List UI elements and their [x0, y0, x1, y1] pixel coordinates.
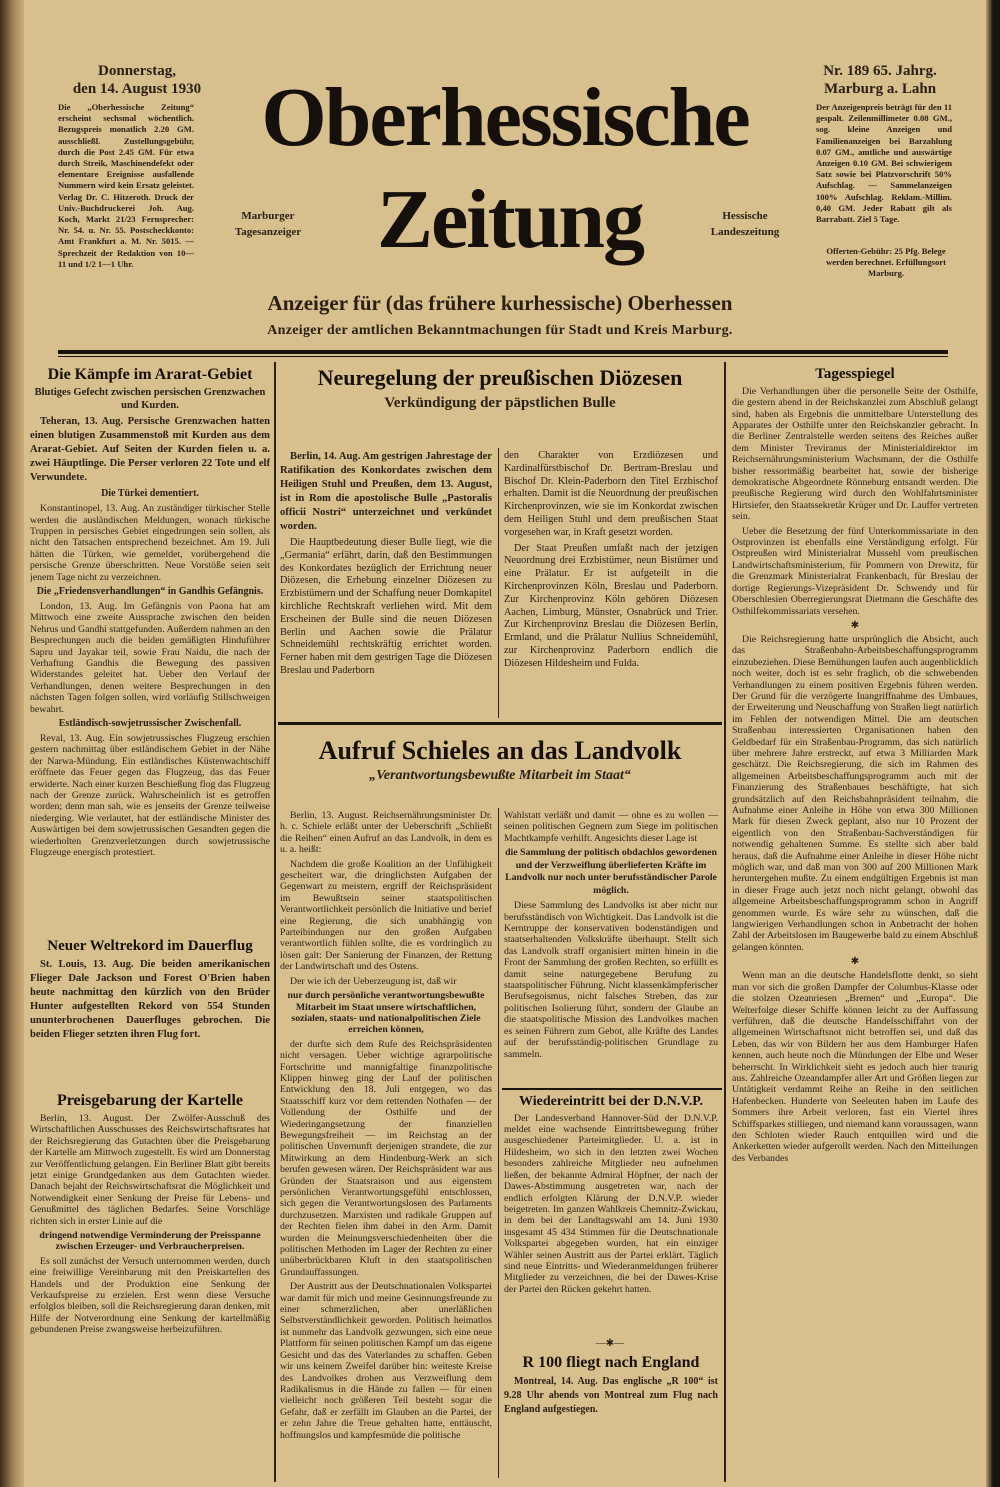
- article-dnvp: [504, 1094, 718, 1298]
- advertising-fees: Offerten-Gebühr: 25 Pfg. Belege werden berechnet. Erfüllungsort Marburg.: [826, 246, 946, 279]
- article-tagesspiegel: [732, 366, 978, 1167]
- headline: Tagesspiegel: [815, 366, 895, 382]
- headline: Aufruf Schieles an das Landvolk: [318, 736, 682, 765]
- paragraph: Teheran, 13. Aug. Persische Grenzwachen hatten einen blutigen Zusammenstoß mit Kurden aus dem Ararat-Gebiet. Auf Seiten der Kurden fielen u. a. zwei Häuptlinge. Die Perser verloren 22 Tote und elf Verwundete.: [30, 416, 270, 484]
- subhead: Die Türkei dementiert.: [101, 488, 199, 500]
- subhead: Blutiges Gefecht zwischen persischen Grenzwachen und Kurden.: [34, 386, 266, 411]
- column-rule: [498, 448, 499, 718]
- article-aufruf-col2: [504, 810, 718, 1063]
- newspaper-title-2: Zeitung: [376, 173, 644, 266]
- column-rule: [498, 808, 499, 1478]
- article-dioezesen-header: [280, 366, 720, 415]
- subhead: Verkündigung der päpstlichen Bulle: [384, 394, 616, 411]
- article-rule: [278, 722, 722, 725]
- previous-page-edge: [0, 0, 24, 1487]
- advertising-rates: Der Anzeigenpreis beträgt für den 11 gespalt. Zeilenmillimeter 0.08 GM., sog. kleine Anzeigen und Familienanzeigen bei Barzahlung 0.07 GM., amtliche und auswärtige Anzeigen 0.10 GM. Bei schwierigem Satz sowie bei Platzvorschrift 50% Aufschlag. — Sammelanzeigen 100% Aufschlag. Reklam.-Millim. 0,40 GM. Jeder Rabatt gilt als Barrabatt. Ziel 5 Tage.: [816, 102, 952, 225]
- column-rule: [724, 362, 726, 1482]
- paragraph: Wahlstatt verläßt und damit — ohne es zu wollen — seinen politischen Gegnern zum Siege im politischen Machtkampfe verhilft. Angesichts dieser Lage ist: [504, 810, 718, 844]
- article-dioezesen-col2: [504, 450, 718, 674]
- paragraph: den Charakter von Erzdiözesen und Kardinalfürstbischof Dr. Bertram-Breslau und Bischof Dr. Klein-Paderborn den Titel Erzbischof erhalten. Damit ist die Neuordnung der preußischen Kirchenprovinzen, wie sie im Konkordat zwischen dem Heiligen Stuhl und dem preußischen Staat vorgesehen war, in Kraft gesetzt worden.: [504, 450, 718, 538]
- headline: Preisgebarung der Kartelle: [56, 1092, 244, 1109]
- headline: Die Kämpfe im Ararat-Gebiet: [47, 366, 253, 383]
- paragraph: London, 13. Aug. Im Gefängnis von Paona hat am Mittwoch eine zweite Aussprache zwischen den beiden Nehrus und Gandhi stattgefunden. Außerdem nahmen an den Besprechungen auch die beiden gemäßigten Hinduführer Sapru und Jayakar teil, sowie Frau Naidu, die nach der Verhaftung Gandhis die Bewegung des passiven Widerstandes geleitet hat. Ueber den Verlauf der Verhandlungen, denen weitere Besprechungen in den nächsten Tagen folgen sollen, wird vorläufig Stillschweigen bewahrt.: [30, 600, 270, 715]
- article-r100: [504, 1354, 718, 1420]
- place: Marburg a. Lahn: [823, 81, 937, 97]
- paragraph: Die Reichsregierung hatte ursprünglich die Absicht, auch das Straßenbahn-Arbeitsbeschaffungsprogramm einzubeziehen. Diese Bemühungen laufen auch augenblicklich noch weiter, doch ist es sehr fraglich, ob die schwebenden Verhandlungen zu einem positiven Ergebnis führen werden. Der Grund für die verzögerte Inangriffnahme des Umbaues, der Erweiterung und Neuschaffung von Straßen liegt natürlich im Fehlen der notwendigen Mittel. Die am deutschen Straßenbau interessierten Organisationen haben den Geldbedarf für ein Straßenbau-Programm, das sich natürlich über mehrere Jahre erstreckt, auf etwa 3 Milliarden Mark geschätzt. Die Reichsregierung, die sich im Rahmen des allgemeinen Arbeitsbeschaffungsprogramm auch mit der Finanzierung des Straßenbaues beschäftigte, hat sich grundsätzlich auf den Reichsbahnpräsident teilnahm, die Aufnahme einer Anleihe in Höhe von etwa 300 Millionen Mark für diesen Zweck geplant, also nur 10 Prozent der eigentlich von den Straßenbau-Sachverständigen für notwendig gehaltenen Summe. Es stellte sich aber bald heraus, daß die Aufnahme einer Anleihe in dieser Höhe nicht möglich war, und daß man von 300 auf 200 Millionen Mark heruntergehen mußte. Zu einem endgültigen Ergebnis ist man in dieser Frage auch jetzt noch nicht gelangt, obwohl das allgemeine Arbeitsbeschaffungsprogramm schon in Angriff genommen wurde. Es wäre sehr zu wünschen, daß die langwierigen Verhandlungen schon in Anbetracht der hohen Zahl der Arbeitslosen im Baugewerbe bald zu einem Abschluß gelangen könnten.: [732, 633, 978, 953]
- paragraph: Konstantinopel, 13. Aug. An zuständiger türkischer Stelle werden die ausländischen Meldungen, wonach türkische Truppen in persisches Gebiet eingedrungen sein sollen, als nicht den Tatsachen entsprechend bezeichnet. Am 19. Juli hätten die Türken, wie gemeldet, vorübergehend die persische Grenze überschritten. Neue Vorstöße seien seit jenem Tage nicht zu verzeichnen.: [30, 503, 270, 583]
- paragraph: Berlin, 13. August. Reichsernährungsminister Dr. h. c. Schiele erläßt unter der Ueberschrift „Schließt die Reihen“ einen Aufruf an das Landvolk, in dem es u. a. heißt:: [280, 810, 492, 856]
- right-tagline: Hessische Landeszeitung: [710, 210, 780, 238]
- highlight: die Sammlung der politisch obdachlos gewordenen und der Verzweiflung überlieferten Kräfte im Landvolk nur noch unter berufsständischer Parole möglich.: [505, 847, 717, 896]
- article-aufruf-col1: [280, 810, 492, 1444]
- headline: Wiedereintritt bei der D.N.V.P.: [519, 1094, 703, 1109]
- paragraph: Die Verhandlungen über die personelle Seite der Osthilfe, die gestern abend in der Reichskanzlei zum Abschluß gelangt sind, haben als Ergebnis die unmittelbare Unterstellung des Apparates der Osthilfe unter den Reichskanzler gebracht. In die Berliner Zentralstelle werden seitens des Reiches außer dem Minister Treviranus der Ministerialdirektor im Reichsernährungsministerium Wachsmann, der die Osthilfe bisher ressortmäßig bearbeitet hat, sowie der bisherige demokratische Abgeordnete Rönneburg entsandt werden. Die preußische Regierung wird durch den Wohlfahrtsminister Hirtsiefer, den Staatssekretär Krüger und Dr. Lauffer vertreten sein.: [732, 385, 978, 523]
- left-tagline: Marburger Tagesanzeiger: [234, 210, 302, 238]
- paragraph: Ueber die Besetzung der fünf Unterkommissariate in den Ostprovinzen ist ebenfalls eine Verständigung erfolgt. Für Ostpreußen wird Ministerialrat Mussehl vom preußischen Landwirtschaftsministerium, für Pommern von Drewitz, für die Grenzmark Ministerialrat Frankenbach, für Breslau der dortige Regierungs-Vizepräsident Dr. Schwendy und für Oberschlesien Oberregierungsrat Dietmann die Geschäfte des Osthilfekommissariats versehen.: [732, 525, 978, 617]
- newspaper-title: Oberhessische: [261, 71, 749, 164]
- paragraph: Wenn man an die deutsche Handelsflotte denkt, so sieht man vor sich die großen Dampfer der Columbus-Klasse oder die stolzen Ozeanriesen „Bremen“ und „Europa“. Die Welterfolge dieser Schiffe können leicht zu der Auffassung verführen, daß die deutsche Handelsschiffahrt von der allgemeinen Wirtschaftsnot nicht betroffen sei, und daß das Leben, das wir von Bildern her aus dem Hamburger Hafen kennen, auch heute noch die Mündungen der Elbe und Weser beherrscht. In Wirklichkeit sieht es jedoch auch hier traurig aus. Zahlreiche Ozeandampfer aller Art und Größen liegen zur Untätigkeit verdammt Reihe an Reihe in den seitlichen Hafenbecken. Hunderte von Seeleuten haben im Laufe des Sommers ihre Arbeit verloren, fast ein Viertel ihres Schiffsparkes stilliegen, und niemand kann voraussagen, wann den Schloten wieder Rauch entquillen wird und die Ankerketten wieder aufgerollt werden. Nach den Mitteilungen des Verbandes: [732, 970, 978, 1164]
- paragraph: Es soll zunächst der Versuch unternommen werden, durch eine freiwillige Vereinbarung mit den Preiskartellen des Handels und der Produktion eine Senkung der Verkaufspreise zu erzielen. Erst wenn diese Versuche erfolglos bleiben, soll die Reichsregierung daran denken, mit Hilfe der Notverordnung eine Senkung der kartellmäßig gebundenen Preise zwangsweise herbeizuführen.: [30, 1255, 270, 1336]
- paragraph: Diese Sammlung des Landvolks ist aber nicht nur berufsständisch von Wichtigkeit. Das Landvolk ist die Kerntruppe der konservativen bodenständigen und staatserhaltenden Volkskräfte überhaupt. Stellt sich das Landvolk straff organisiert mitten hinein in die Front der Sammlung der großen Rechten, so erfüllt es damit seine naturgegebene Berufung zu staatspolitischer Führung. Nicht klassenkämpferischer Berufsegoismus, nicht falsches Streben, das zur politischen Isolierung führt, sondern der Glaube an die staatspolitische Mission des Landvolkes machen es seinen Führern zum Gebot, alle Kräfte des Landes auf der berufsständig-politischen Grundlage zu sammeln.: [504, 900, 718, 1060]
- paragraph: Berlin, 14. Aug. Am gestrigen Jahrestage der Ratifikation des Konkordates zwischen dem Heiligen Stuhl und Preußen, dem 13. August, ist in Rom die apostolische Bulle „Pastoralis officii Nostri“ unterzeichnet und verkündet worden.: [280, 451, 492, 532]
- headline: R 100 fliegt nach England: [522, 1354, 700, 1371]
- issue-volume: Nr. 189 65. Jahrg.: [823, 63, 937, 79]
- paragraph: Montreal, 14. Aug. Das englische „R 100“ ist 9.28 Uhr abends von Montreal zum Flug nach England aufgestiegen.: [504, 1375, 718, 1415]
- article-weltrekord: [30, 938, 270, 1045]
- headline: Neuregelung der preußischen Diözesen: [317, 365, 683, 390]
- article-dioezesen-col1: [280, 450, 492, 681]
- column-rule: [274, 362, 276, 1482]
- subhead: Estländisch-sowjetrussischer Zwischenfall.: [58, 718, 242, 729]
- article-aufruf-header: [280, 736, 720, 788]
- issue-date: [52, 62, 222, 98]
- article-rule: [502, 1088, 722, 1090]
- article-kaempfe: [30, 366, 270, 861]
- paragraph: Der Austritt aus der Deutschnationalen Volkspartei war damit für mich und meine Gesinnungsfreunde zu einer schmerzlichen, aber unerläßlichen Selbstverständlichkeit geworden. Politisch heimatlos ist nunmehr das Landvolk gezwungen, sich eine neue Plattform für seinen politischen Kampf um das eigene Gesicht und das des Vaterlandes zu schaffen. Geben wir uns keinem Zweifel darüber hin: weiteste Kreise des Landvolkes drohen aus Verzweiflung dem Radikalismus in die Hände zu fallen — für einen vielleicht noch größeren Teil besteht sogar die Gefahr, daß er zerfällt im Glauben an die Partei, der er zehn Jahre die Treue gehalten hatte, enttäuscht, hoffnungslos und kampfesmüde die politische: [280, 1281, 492, 1441]
- page-binding-edge: [986, 0, 1000, 1487]
- paragraph: Reval, 13. Aug. Ein sowjetrussisches Flugzeug erschien gestern nachmittag über estländischem Gebiet in der Nähe der Narwa-Mündung. Ein estländisches Küstenwachtschiff eröffnete das Feuer gegen das Flugzeug, das das Feuer erwiderte. Nach einer kurzen Beschießung flog das Flugzeug nach der Grenze zurück. Wahrscheinlich ist es getroffen worden; denn man sah, wie es jenseits der Grenze teilweise niederging. Wie verlautet, hat der estländische Minister des Auswärtigen bei dem sowjetrussischen Gesandten gegen die wiederholten Grenzverletzungen durch sowjetrussische Flugzeuge energisch protestiert.: [30, 733, 270, 859]
- paragraph: Nachdem die große Koalition an der Unfähigkeit gescheitert war, die dringlichsten Aufgaben der Gegenwart zu meistern, ergriff der Reichspräsident im Bewußtsein seiner staatspolitischen Verantwortlichkeit persönlich die Initiative und berief eine Regierung, die sich unabhängig von Parteibindungen nur den großen Aufgaben verantwortlich fühlen sollte, die es vordringlich zu lösen galt: Der Sanierung der Finanzen, der Rettung der Landwirtschaft und des Ostens.: [280, 858, 492, 973]
- weekday: Donnerstag,: [98, 63, 176, 79]
- highlight: dringend notwendige Verminderung der Preisspanne zwischen Erzeuger- und Verbraucherpreisen.: [39, 1229, 261, 1253]
- subhead: Die „Friedensverhandlungen“ in Gandhis Gefängnis.: [36, 585, 264, 597]
- separator: ✱: [850, 956, 860, 968]
- subscription-notice: Die „Oberhessische Zeitung“ erscheint sechsmal wöchentlich. Bezugspreis monatlich 2.20 GM. ausschließl. Zustellungsgebühr, durch die Post 2.45 GM. Für etwa durch Streik, Maschinendefekt oder elementare Ereignisse ausfallende Nummern wird kein Ersatz geleistet. Verlag Dr. C. Hitzeroth. Druck der Univ.-Buchdruckerei Joh. Aug. Koch, Markt 21/23 Fernsprecher: Nr. 54. u. Nr. 55. Postscheckkonto: Amt Frankfurt a. M. Nr. 5015. — Sprechzeit der Redaktion von 10—11 und 1/2 1—1 Uhr.: [58, 102, 194, 269]
- paragraph: Die Hauptbedeutung dieser Bulle liegt, wie die „Germania“ erfährt, darin, daß den Bestimmungen des Konkordates bezüglich der Errichtung neuer Diözesen, die Erhebung einzelner Diözesen zu Erzbistümern und der Schaffung neuer Domkapitel kirchliche Rechtskraft verliehen wird. Mit dem Erscheinen der Bulle sind die neuen Diözesen Berlin und Aachen sowie die Prälatur Schneidemühl rechtskräftig errichtet worden. Ferner haben mit dem gestrigen Tage die Diözesen Breslau und Paderborn: [280, 537, 492, 676]
- paragraph: Der Staat Preußen umfaßt nach der jetzigen Neuordnung drei Erzbistümer, neun Bistümer und eine Prälatur. Er ist aufgeteilt in die Kirchenprovinzen Köln, Breslau und Paderborn. Zur Kirchenprovinz Köln gehören Diözesen Aachen, Limburg, Münster, Osnabrück und Trier. Zur Kirchenprovinz Breslau die Diözesen Berlin, Ermland, und die Prälatur Nullius Schneidemühl, zur Kirchenprovinz Paderborn endlich die Diözesen Hildesheim und Fulda.: [504, 542, 718, 669]
- issue-number: [800, 62, 960, 98]
- date: den 14. August 1930: [72, 81, 202, 97]
- masthead-subtitle: Anzeiger für (das frühere kurhessische) Oberhessen: [267, 291, 733, 315]
- masthead-rule: [58, 350, 948, 354]
- separator: —✱—: [595, 1338, 625, 1349]
- article-kartelle: [30, 1092, 270, 1339]
- paragraph: der durfte sich dem Rufe des Reichspräsidenten nicht versagen. Ueber wichtige agrarpolitische Fortschritte und mannigfaltige finanzpolitische Klippen hinweg ging der Lauf der politischen Entwicklung den 18. Juli entgegen, wo das Staatsschiff kurz vor dem rettenden Nothafen — der Vollendung der Osthilfe und der Wiederingangsetzung der finanziellen Bewegungsfreiheit — im Reichstag an der politischen Unvernunft derjenigen strandete, die zur Mitwirkung an dem Hindenburg-Werk an sich berufen gewesen wären. Der Reichspräsident war aus Gründen der Staatsraison und aus eigenstem persönlichen Verantwortungsgefühl entschlossen, sich gegen die Verantwortungslosen des Parlaments durchzusetzen. Marxisten und radikale Gruppen auf der Rechten fielen ihm dabei in den Arm. Damit wurden die Meinungsverschiedenheiten über die politischen Methoden im Lager der Rechten zu einer unüberbrückbaren Kluft in den staatspolitischen Grundauffassungen.: [280, 1038, 492, 1278]
- masthead-rule-thin: [58, 356, 948, 357]
- paragraph: Der wie ich der Ueberzeugung ist, daß wir: [290, 975, 457, 987]
- headline: Neuer Weltrekord im Dauerflug: [47, 938, 253, 954]
- highlight: nur durch persönliche verantwortungsbewußte Mitarbeit im Staat unsere wirtschaftlichen, sozialen, staats- und nationalpolitischen Ziele erreichen können,: [287, 990, 485, 1036]
- subhead: „Verantwortungsbewußte Mitarbeit im Staat“: [369, 768, 631, 784]
- paragraph: Berlin, 13. August. Der Zwölfer-Ausschuß des Wirtschaftlichen Ausschusses des Reichswirtschaftsrates hat der Reichsregierung das Gutachten über die Preisgebarung der Kartelle am Mittwoch zugestellt. Es wird am Donnerstag zur Veröffentlichung gelangen. Ein Berliner Blatt gibt bereits jetzt einige Grundgedanken aus dem Gutachten wieder. Danach bejaht der Reichswirtschaftsrat die Möglichkeit und Notwendigkeit einer Senkung der Preise für Lebens- und Genußmittel des täglichen Bedarfes. Seine Vorschläge richten sich in erster Linie auf die: [30, 1112, 270, 1227]
- paragraph: Der Landesverband Hannover-Süd der D.N.V.P. meldet eine wachsende Eintrittsbewegung früher ausgeschiedener Parteimitglieder. U. a. ist in Hildesheim, wo sich in den letzten zwei Wochen besonders zahlreiche Mitglieder neu aufnehmen ließen, der bekannte Admiral Höpfner, der nach der Dawes-Abstimmung ausgetreten war, nach der endlich erfolgten Klärung der D.N.V.P. wieder beigetreten. Im ganzen Wahlkreis Chemnitz-Zwickau, in dem bei der Landtagswahl am 14. Juni 1930 insgesamt 45 434 Stimmen für die Deutschnationale Volkspartei abgegeben wurden, hat ein einziger Wähler seinen Austritt aus der Partei erklärt. Täglich sind neue Eintritts- und Wiederanmeldungen früherer Mitglieder zu verzeichnen, die bei der Dawes-Krise der Partei den Rücken gekehrt hatten.: [504, 1112, 718, 1295]
- masthead-subtitle-2: Anzeiger der amtlichen Bekanntmachungen für Stadt und Kreis Marburg.: [267, 323, 733, 338]
- separator: ✱: [850, 619, 860, 631]
- paragraph: St. Louis, 13. Aug. Die beiden amerikanischen Flieger Dale Jackson und Forest O'Brien haben heute nachmittag den kürzlich von den Brüder Hunter aufgestellten Rekord von 554 Stunden ununterbrochenen Dauerfluges gebrochen. Die beiden Flieger setzten ihren Flug fort.: [30, 958, 270, 1040]
